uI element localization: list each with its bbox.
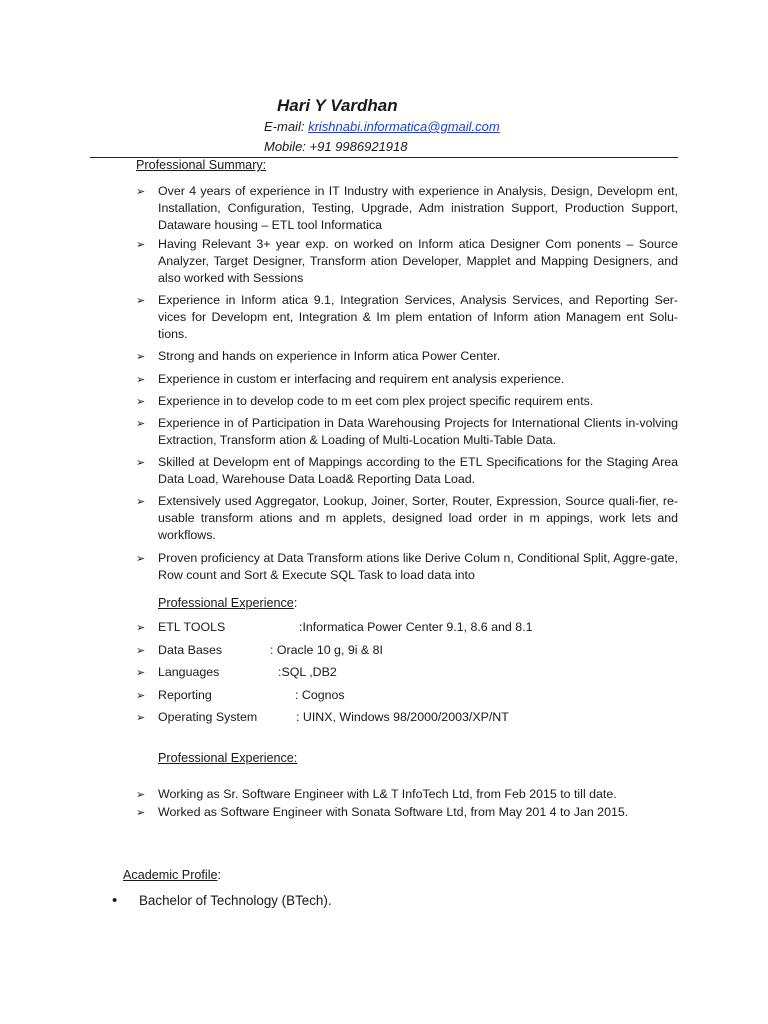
skill-value: :SQL ,DB2	[278, 665, 337, 679]
skill-label: Reporting	[158, 687, 212, 702]
skills-heading-suffix: :	[293, 596, 298, 610]
summary-item: ➢ Having Relevant 3+ year exp. on worked on Inform atica Designer Com ponents – Source Analyzer, Target Designer, Transform ation Developer, Mapplet and Mapping Designers, and also worked with Sessions	[136, 236, 678, 287]
summary-item: ➢ Strong and hands on experience in Inform atica Power Center.	[136, 348, 678, 365]
skills-heading-text: Professional Experience	[158, 596, 294, 610]
candidate-name: Hari Y Vardhan	[277, 96, 398, 115]
skills-list	[136, 619, 678, 732]
skill-row	[136, 619, 678, 642]
skill-value: : UINX, Windows 98/2000/2003/XP/NT	[296, 710, 509, 724]
summary-item: ➢ Experience in of Participation in Data Warehousing Projects for International Clients in-volving Extraction, Transform ation & Loading of Multi-Location Multi-Table Data.	[136, 415, 678, 449]
academic-heading-suffix: :	[217, 868, 221, 882]
skill-value: :Informatica Power Center 9.1, 8.6 and 8.1	[299, 620, 533, 634]
skill-row	[136, 687, 678, 710]
skill-label: ETL TOOLS	[158, 620, 226, 634]
skill-label: Operating System	[158, 710, 258, 724]
email-label: E-mail:	[264, 119, 309, 134]
summary-item: ➢ Experience in Inform atica 9.1, Integration Services, Analysis Services, and Reporting Ser-vices for Developm ent, Integration & Im plem entation of Inform ation Managem ent Solu-tions.	[136, 292, 678, 343]
academic-item: • Bachelor of Technology (BTech).	[108, 893, 332, 908]
experience-item: ➢ Working as Sr. Software Engineer with L& T InfoTech Ltd, from Feb 2015 to till date.	[136, 786, 678, 804]
summary-item: ➢ Over 4 years of experience in IT Industry with experience in Analysis, Design, Developm ent, Installation, Configuration, Testing, Upgrade, Adm inistration Support, Production Support, Dataware housing – ETL tool Informatica	[136, 183, 678, 234]
skill-label: Data Bases	[158, 642, 223, 657]
academic-list	[108, 893, 332, 908]
skills-heading	[158, 596, 297, 610]
skill-row	[136, 709, 678, 732]
summary-list	[136, 183, 678, 589]
email-line	[264, 119, 500, 134]
experience-list	[136, 786, 678, 822]
experience-item: ➢ Worked as Software Engineer with Sonata Software Ltd, from May 201 4 to Jan 2015.	[136, 804, 678, 822]
email-link[interactable]: krishnabi.informatica@gmail.com	[308, 119, 500, 134]
skill-row	[136, 664, 678, 687]
academic-heading	[123, 868, 221, 882]
academic-heading-text: Academic Profile	[123, 868, 218, 882]
summary-item: ➢ Extensively used Aggregator, Lookup, Joiner, Sorter, Router, Expression, Source quali-fier, re-usable transform ations and m applets, designed load order in m appings, work lets and workflows.	[136, 493, 678, 544]
skill-value: : Oracle 10 g, 9i & 8I	[270, 642, 383, 657]
skill-value: : Cognos	[295, 687, 345, 702]
mobile-number: Mobile: +91 9986921918	[264, 139, 408, 154]
summary-item: ➢ Skilled at Developm ent of Mappings according to the ETL Specifications for the Staging Area Data Load, Warehouse Data Load& Reporting Data Load.	[136, 454, 678, 488]
skill-row	[136, 642, 678, 665]
professional-summary-heading: Professional Summary:	[136, 158, 267, 172]
skill-label: Languages	[158, 665, 220, 679]
summary-item: ➢ Experience in to develop code to m eet com plex project specific requirem ents.	[136, 393, 678, 410]
experience-heading: Professional Experience:	[158, 751, 298, 765]
summary-item: ➢ Proven proficiency at Data Transform ations like Derive Colum n, Conditional Split, Aggre-gate, Row count and Sort & Execute SQL Task to load data into	[136, 550, 678, 584]
summary-item: ➢ Experience in custom er interfacing and requirem ent analysis experience.	[136, 371, 678, 388]
